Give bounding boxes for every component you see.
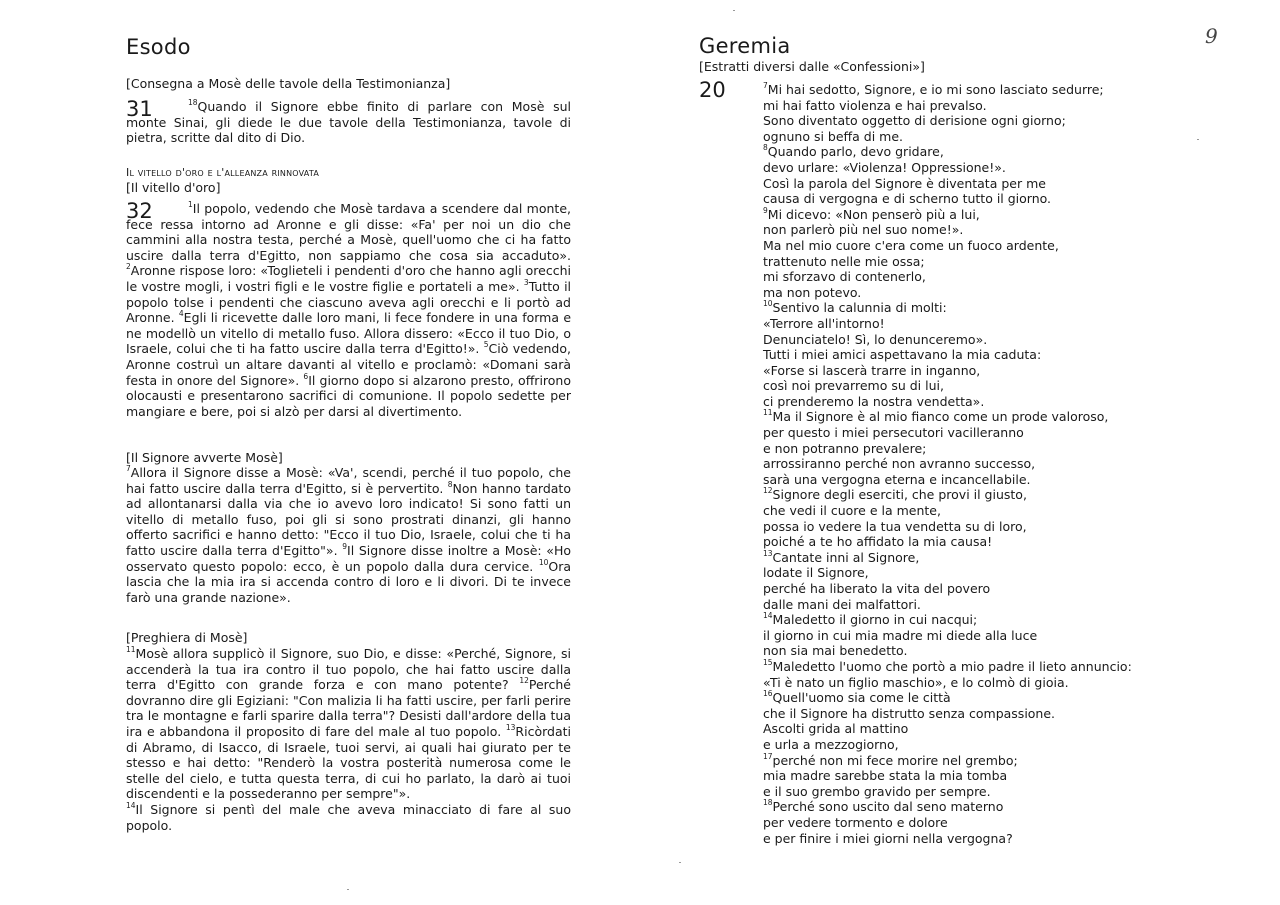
poem-line-text: Signore degli eserciti, che provi il giusto,: [772, 487, 1027, 503]
poem-line: [763, 378, 1203, 394]
poem-line-text: Sentivo la calunnia di molti:: [772, 300, 947, 316]
verse-number: 9: [763, 205, 768, 215]
scan-speck: [679, 862, 681, 863]
poem-line: [763, 176, 1203, 192]
poem-line-text: Quando parlo, devo gridare,: [767, 144, 944, 160]
poem-line-text: il giorno in cui mia madre mi diede alla luce: [763, 627, 1038, 643]
poem-line-text: dalle mani dei malfattori.: [763, 596, 921, 612]
poem-line: [763, 238, 1203, 254]
poem-line-text: causa di vergogna e di scherno tutto il giorno.: [763, 191, 1052, 207]
poem-line: [763, 316, 1203, 332]
poem-line-text: Sono diventato oggetto di derisione ogni giorno;: [763, 113, 1066, 129]
poem-line-text: Denunciatelo! Sì, lo denunceremo».: [763, 331, 988, 347]
poem-line: [763, 721, 1203, 737]
poem-line-text: «Ti è nato un figlio maschio», e lo colmò di gioia.: [763, 674, 1069, 690]
poem-line: [763, 98, 1203, 114]
verse-number: 13: [505, 722, 516, 732]
poem-line: [763, 784, 1203, 800]
verse-text: Mosè allora supplicò il Signore, suo Dio, e disse: «Perché, Signore, si accenderà la tua ira contro il tuo popolo, che hai fatto uscire dalla terra d'Egitto con grande forza e con mano potente?: [126, 646, 571, 693]
poem-line: [763, 487, 1203, 503]
poem-line: [763, 191, 1203, 207]
poem-line: [763, 690, 1203, 706]
verse-paragraph: [126, 201, 571, 419]
poem-line-text: Ascolti grida al mattino: [763, 721, 909, 737]
passage-exodus-32-11: [126, 646, 571, 833]
verse-text: Non hanno tardato ad allontanarsi dalla via che io avevo loro indicato! Si sono fatti un vitello di metallo fuso, poi gli si sono prostrati dinanzi, gli hanno offerto sacrifici e hanno detto: "Ecco il tuo Dio, Israele, colui che ti ha fatto uscire dalla terra d'Egitto"».: [126, 480, 571, 558]
passage-exodus-32-7: [126, 465, 571, 605]
poem-line-text: Maledetto l'uomo che portò a mio padre il lieto annuncio:: [772, 658, 1132, 674]
section-heading-avverte: [Il Signore avverte Mosè]: [126, 450, 283, 465]
poem-line: [763, 737, 1203, 753]
poem-line: [763, 441, 1203, 457]
section-heading-tavole: [Consegna a Mosè delle tavole della Testimonianza]: [126, 76, 451, 91]
chapter-number-32: 32: [126, 199, 153, 223]
poem-line: [763, 706, 1203, 722]
poem-line-text: che vedi il cuore e la mente,: [763, 503, 941, 519]
poem-line-text: Cantate inni al Signore,: [772, 549, 920, 565]
verse-number: 11: [763, 408, 773, 418]
verse-text: Il Signore si pentì del male che aveva minacciato di fare al suo popolo.: [126, 801, 571, 833]
verse-number: 4: [178, 309, 184, 319]
poem-line-text: ma non potevo.: [763, 284, 862, 300]
poem-line: [763, 394, 1203, 410]
poem-line-text: Tutti i miei amici aspettavano la mia caduta:: [763, 347, 1042, 363]
verse-number: 1: [188, 200, 193, 209]
poem-line-text: non sia mai benedetto.: [763, 643, 908, 659]
poem-line-text: così noi prevarremo su di lui,: [763, 378, 944, 394]
verse-number: 18: [763, 798, 773, 808]
verse-number: 11: [126, 645, 136, 654]
poem-line: [763, 597, 1203, 613]
chapter-number-31: 31: [126, 97, 153, 121]
poem-line-text: Perché sono uscito dal seno materno: [772, 799, 1004, 815]
poem-line: [763, 425, 1203, 441]
poem-line: [763, 565, 1203, 581]
poem-line: [763, 285, 1203, 301]
verse-number: 10: [538, 557, 549, 567]
poem-line-text: che il Signore ha distrutto senza compassione.: [763, 705, 1056, 721]
verse-number: 12: [763, 486, 773, 496]
verse-number: 17: [763, 751, 773, 761]
verse-text: Egli li ricevette dalle loro mani, li fece fondere in una forma e ne modellò un vitello di metallo fuso. Allora dissero: «Ecco il tuo Dio, o Israele, colui che ti ha fatto uscire dalla terra d'Egitto!».: [126, 310, 572, 357]
poem-line: [763, 254, 1203, 270]
verse-text: Tutto il popolo tolse i pendenti che ciascuno aveva agli orecchi e li portò ad Aronne.: [126, 278, 572, 326]
poem-line: [763, 82, 1203, 98]
verse-number: 7: [126, 464, 131, 473]
poem-line: [763, 519, 1203, 535]
poem-line-text: lodate il Signore,: [763, 565, 869, 581]
poem-line-text: devo urlare: «Violenza! Oppressione!».: [763, 159, 1006, 175]
verse-paragraph: [126, 465, 571, 605]
verse-paragraph: [126, 646, 571, 802]
verse-number: 10: [763, 299, 773, 309]
verse-number: 7: [763, 81, 768, 90]
verse-number: 14: [763, 611, 773, 621]
poem-line-text: sarà una vergogna eterna e incancellabile.: [763, 471, 1031, 487]
poem-line: [763, 581, 1203, 597]
poem-line: [763, 144, 1203, 160]
poem-line-text: mia madre sarebbe stata la mia tomba: [763, 768, 1008, 784]
poem-line-text: e per finire i miei giorni nella vergogna?: [763, 830, 1013, 846]
verse-text: Il Signore disse inoltre a Mosè: «Ho osservato questo popolo: ecco, è un popolo dalla dura cervice.: [126, 542, 571, 574]
scan-speck: [1197, 139, 1199, 140]
poem-line-text: perché non mi fece morire nel grembo;: [772, 752, 1018, 768]
scan-speck: [347, 889, 349, 890]
poem-line: [763, 113, 1203, 129]
poem-line-text: perché ha liberato la vita del povero: [763, 581, 991, 596]
poem-line: [763, 269, 1203, 285]
poem-line: [763, 815, 1203, 831]
verse-text: Ciò vedendo, Aronne costruì un altare davanti al vitello e proclamò: «Domani sarà festa in onore del Signore».: [126, 341, 571, 388]
verse-number: 2: [126, 262, 131, 272]
poem-line-text: trattenuto nelle mie ossa;: [763, 253, 925, 269]
poem-line: [763, 332, 1203, 348]
verse-number: 14: [126, 800, 136, 810]
page-number: 9: [1205, 24, 1218, 48]
book-title-geremia: Geremia: [699, 34, 791, 58]
poem-line-text: mi hai fatto violenza e hai prevalso.: [763, 97, 987, 113]
poem-line-text: non parlerò più nel suo nome!».: [763, 222, 964, 238]
scan-speck: [733, 10, 735, 11]
verse-number: 6: [303, 371, 309, 381]
section-smallcaps-title: Il vitello d'oro e l'alleanza rinnovata: [126, 166, 320, 179]
poem-line-text: «Terrore all'intorno!: [763, 315, 885, 331]
verse-number: 8: [447, 479, 453, 489]
poem-line: [763, 503, 1203, 519]
chapter-number-20: 20: [699, 78, 726, 102]
poem-line: [763, 643, 1203, 659]
verse-text: Perché dovranno dire gli Egiziani: "Con malizia li ha fatti uscire, per farli perire tra le montagne e farli sparire dalla terra"? Desisti dall'ardore della tua ira e abbandona il proposito di fare del male al tuo popolo.: [126, 677, 571, 739]
poem-line: [763, 347, 1203, 363]
poem-line-text: possa io vedere la tua vendetta su di loro,: [763, 518, 1027, 534]
poem-line: [763, 628, 1203, 644]
poem-text: [763, 82, 1203, 846]
verse-number: 18: [188, 98, 198, 107]
poem-line-text: e urla a mezzogiorno,: [763, 736, 899, 752]
verse-text: Allora il Signore disse a Mosè: «Va', scendi, perché il tuo popolo, che hai fatto uscire dalla terra d'Egitto, si è pervertito.: [126, 465, 571, 496]
poem-line-text: Mi hai sedotto, Signore, e io mi sono lasciato sedurre;: [767, 82, 1104, 97]
verse-number: 12: [519, 676, 529, 686]
poem-line-text: ci prenderemo la nostra vendetta».: [763, 393, 985, 409]
verse-paragraph-last: [126, 802, 571, 833]
verse-number: 15: [763, 657, 773, 667]
poem-line: [763, 799, 1203, 815]
poem-line: [763, 207, 1203, 223]
verse-number: 5: [483, 340, 489, 350]
poem-line: [763, 409, 1203, 425]
poem-line: [763, 456, 1203, 472]
poem-line: [763, 472, 1203, 488]
poem-line-text: Maledetto il giorno in cui nacqui;: [772, 612, 978, 628]
verse-number: 16: [763, 689, 773, 699]
verse-number: 9: [342, 541, 348, 551]
verse-number: 13: [763, 548, 773, 558]
poem-line: [763, 160, 1203, 176]
poem-line-text: Quell'uomo sia come le città: [772, 690, 951, 706]
verse-paragraph: [126, 99, 571, 146]
poem-line-text: mi sforzavo di contenerlo,: [763, 269, 926, 285]
passage-exodus-31: [126, 99, 571, 146]
verse-number: 8: [763, 143, 768, 153]
poem-line: [763, 550, 1203, 566]
poem-line: [763, 363, 1203, 379]
poem-line: [763, 768, 1203, 784]
poem-line-text: per vedere tormento e dolore: [763, 814, 948, 830]
poem-line-text: arrossiranno perché non avranno successo,: [763, 456, 1036, 472]
verse-text: Il giorno dopo si alzarono presto, offrirono olocausti e presentarono sacrifici di comunione. Il popolo sedette per mangiare e bere, poi si alzò per darsi al divertimento.: [126, 372, 572, 419]
poem-line: [763, 675, 1203, 691]
poem-line: [763, 300, 1203, 316]
verse-text: Quando il Signore ebbe finito di parlare con Mosè sul monte Sinai, gli diede le due tavole della Testimonianza, tavole di pietra, scritte dal dito di Dio.: [126, 99, 571, 146]
passage-exodus-32: [126, 201, 571, 419]
poem-line: [763, 612, 1203, 628]
section-heading-confessioni: [Estratti diversi dalle «Confessioni»]: [699, 59, 925, 74]
poem-line-text: e non potranno prevalere;: [763, 440, 927, 456]
poem-line-text: «Forse si lascerà trarre in inganno,: [763, 362, 981, 378]
verse-text: Ricòrdati di Abramo, di Isacco, di Israele, tuoi servi, ai quali hai giurato per te stesso e hai detto: "Renderò la vostra posterità numerosa come le stelle del cielo, e tutta questa terra, di cui ho parlato, la darò ai tuoi discendenti e la possederanno per sempre"».: [126, 723, 571, 802]
poem-line-text: poiché a te ho affidato la mia causa!: [763, 534, 993, 550]
poem-line: [763, 753, 1203, 769]
poem-line: [763, 831, 1203, 847]
section-heading-vitello: [Il vitello d'oro]: [126, 180, 221, 195]
poem-line: [763, 659, 1203, 675]
poem-line-text: Così la parola del Signore è diventata per me: [763, 175, 1046, 191]
section-heading-preghiera: [Preghiera di Mosè]: [126, 630, 248, 645]
verse-text: Il popolo, vedendo che Mosè tardava a scendere dal monte, fece ressa intorno ad Aronne e gli disse: «Fa' per noi un dio che cammini alla nostra testa, perché a Mosè, quell'uomo che ci ha fatto uscire dalla terra d'Egitto, non sappiamo che cosa sia accaduto».: [126, 201, 571, 263]
verse-number: 3: [523, 277, 529, 287]
poem-line-text: ognuno si beffa di me.: [763, 128, 904, 144]
verse-text: Ora lascia che la mia ira si accenda contro di loro e li divori. Di te invece farò una grande nazione».: [126, 558, 571, 605]
poem-line: [763, 534, 1203, 550]
verse-text: Aronne rispose loro: «Toglieteli i pendenti d'oro che hanno agli orecchi le vostre mogli, i vostri figli e le vostre figlie e portateli a me».: [126, 263, 571, 294]
poem-line-text: Mi dicevo: «Non penserò più a lui,: [767, 206, 980, 222]
book-title-esodo: Esodo: [126, 35, 191, 59]
poem-line-text: per questo i miei persecutori vacilleranno: [763, 425, 1024, 441]
poem-line-text: e il suo grembo gravido per sempre.: [763, 783, 991, 799]
poem-line-text: Ma il Signore è al mio fianco come un prode valoroso,: [772, 409, 1109, 425]
poem-line: [763, 129, 1203, 145]
poem-line-text: Ma nel mio cuore c'era come un fuoco ardente,: [763, 237, 1059, 253]
poem-line: [763, 222, 1203, 238]
